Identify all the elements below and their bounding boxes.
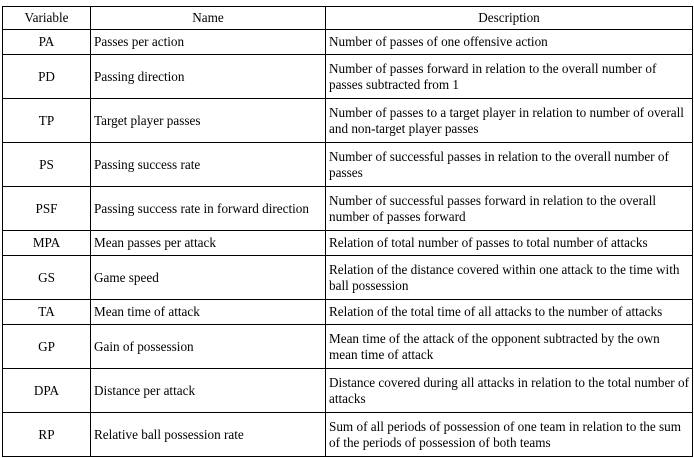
cell-name: Passes per action: [91, 30, 326, 55]
table-row: [3, 55, 693, 99]
cell-name: Passing direction: [91, 55, 326, 99]
cell-variable: TP: [3, 99, 91, 143]
cell-description: Number of passes to a target player in relation to number of overall and non-target player passes: [326, 99, 693, 143]
cell-description: Number of passes of one offensive action: [326, 30, 693, 55]
cell-name: Mean time of attack: [91, 300, 326, 325]
cell-variable: GS: [3, 256, 91, 300]
header-row: [3, 7, 693, 30]
cell-name: Passing success rate in forward direction: [91, 187, 326, 231]
cell-variable: TA: [3, 300, 91, 325]
cell-name: Relative ball possession rate: [91, 413, 326, 457]
table-row: [3, 231, 693, 256]
header-description: Description: [326, 7, 693, 30]
header-variable: Variable: [3, 7, 91, 30]
cell-name: Mean passes per attack: [91, 231, 326, 256]
cell-description: Relation of the total time of all attacks to the number of attacks: [326, 300, 693, 325]
cell-name: Distance per attack: [91, 369, 326, 413]
cell-name: Target player passes: [91, 99, 326, 143]
table-row: [3, 256, 693, 300]
cell-description: Number of passes forward in relation to the overall number of passes subtracted from 1: [326, 55, 693, 99]
cell-name: Game speed: [91, 256, 326, 300]
cell-description: Number of successful passes forward in relation to the overall number of passes forward: [326, 187, 693, 231]
cell-variable: PA: [3, 30, 91, 55]
cell-description: Mean time of the attack of the opponent subtracted by the own mean time of attack: [326, 325, 693, 369]
cell-name: Gain of possession: [91, 325, 326, 369]
cell-variable: RP: [3, 413, 91, 457]
cell-description: Number of successful passes in relation to the overall number of passes: [326, 143, 693, 187]
cell-variable: PD: [3, 55, 91, 99]
table-row: [3, 30, 693, 55]
cell-description: Relation of the distance covered within one attack to the time with ball possession: [326, 256, 693, 300]
table-row: [3, 99, 693, 143]
table-row: [3, 143, 693, 187]
cell-name: Passing success rate: [91, 143, 326, 187]
cell-variable: DPA: [3, 369, 91, 413]
cell-description: Distance covered during all attacks in relation to the total number of attacks: [326, 369, 693, 413]
cell-variable: PSF: [3, 187, 91, 231]
cell-description: Sum of all periods of possession of one team in relation to the sum of the periods of possession of both teams: [326, 413, 693, 457]
header-name: Name: [91, 7, 326, 30]
cell-variable: MPA: [3, 231, 91, 256]
cell-variable: GP: [3, 325, 91, 369]
table-row: [3, 369, 693, 413]
cell-description: Relation of total number of passes to total number of attacks: [326, 231, 693, 256]
variables-table: [2, 6, 693, 457]
table-row: [3, 413, 693, 457]
table-row: [3, 325, 693, 369]
table-row: [3, 300, 693, 325]
table-row: [3, 187, 693, 231]
cell-variable: PS: [3, 143, 91, 187]
